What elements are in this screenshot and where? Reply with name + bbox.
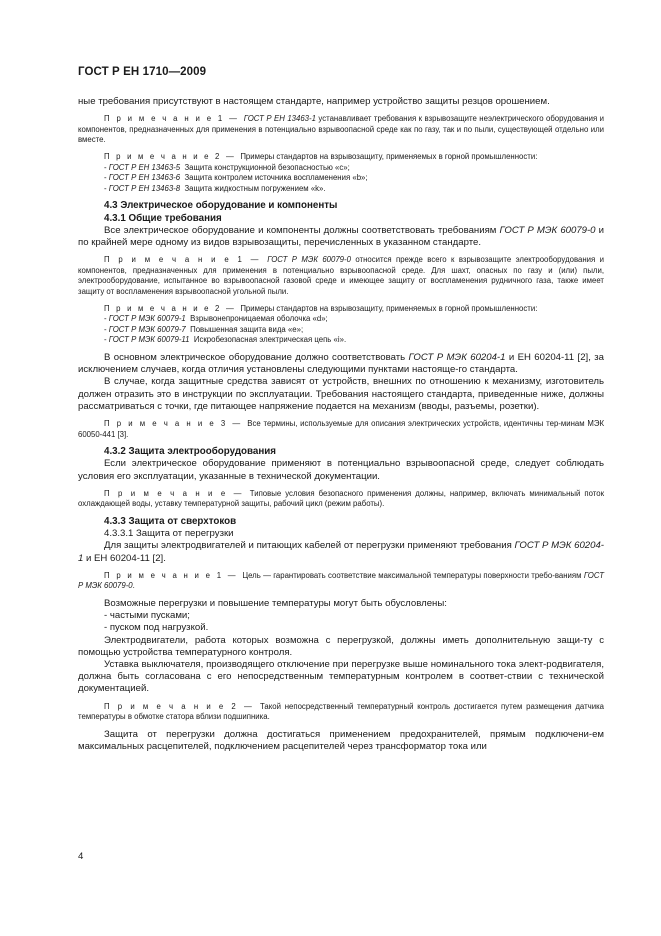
section-heading-4-3-1: 4.3.1 Общие требования <box>104 212 222 224</box>
paragraph-possible: Возможные перегрузки и повышение температуры могут быть обусловлены: <box>104 597 447 609</box>
list-item: - пуском под нагрузкой. <box>104 622 209 634</box>
paragraph-intro: ные требования присутствуют в настоящем стандарте, например устройство защиты резцов орошением. <box>78 96 550 107</box>
note-5: П р и м е ч а н и е 3 — Все термины, используемые для описания электрических устройств, идентичны тер-минам МЭК 60050-441 [3]. <box>78 418 604 439</box>
section-heading-4-3-2: 4.3.2 Защита электрооборудования <box>104 446 277 458</box>
paragraph-case: В случае, когда защитные средства зависят от устройств, внешних по отношению к механизму, изготовитель должен отразить это в инструкции по эксплуатации. Требования настоящего стандарта, приведенные ниже, должны рассматриваться с точки, где питающее напряжение подается на механизм (вводы, разъемы, розетки). <box>78 376 604 412</box>
note-4-block <box>78 304 604 346</box>
paragraph-motors: Электродвигатели, работа которых возможна с перегрузкой, должны иметь дополнительную защи-ту с помощью устройства температурного контроля. <box>78 634 604 658</box>
paragraph-4-3-2: Если электрическое оборудование применяют в потенциально взрывоопасной среде, следует соблюдать условия его эксплуатации, указанные в технической документации. <box>78 458 604 482</box>
list-item: - ГОСТ Р МЭК 60079-7 Повышенная защита вида «е»; <box>104 324 304 334</box>
page-number: 4 <box>78 851 84 862</box>
list-item: - ГОСТ Р ЕН 13463-6 Защита контролем источника воспламенения «b»; <box>104 173 368 183</box>
list-item: - ГОСТ Р ЕН 13463-5 Защита конструкционной безопасностью «с»; <box>104 162 350 172</box>
section-heading-4-3-3-1: 4.3.3.1 Защита от перегрузки <box>104 528 234 540</box>
section-heading-4-3-3: 4.3.3 Защита от сверхтоков <box>104 515 237 527</box>
note-3: П р и м е ч а н и е 1 — ГОСТ Р МЭК 60079-0 относится прежде всего к взрывозащите электрооборудования и компонентов, предназначенных для применения в потенциально взрывоопасной среде. Для шахт, опасных по газу и (или) пыли, электрооборудование, испытанное во взрывоопасной газовой среде и имеющее защиту от воспламенения рудничного газа, также имеет защиту от воспламенения взрывоопасной угольной пыли. <box>78 255 604 296</box>
note-8: П р и м е ч а н и е 2 — Такой непосредственный температурный контроль достигается путем размещения датчика температуры в обмотке статора вблизи подшипника. <box>78 701 604 722</box>
list-item: - ГОСТ Р ЕН 13463-8 Защита жидкостным погружением «k». <box>104 183 326 193</box>
list-item: - частыми пусками; <box>104 610 190 622</box>
page-header: ГОСТ Р ЕН 1710—2009 <box>78 66 207 78</box>
note-2: П р и м е ч а н и е 2 — Примеры стандартов на взрывозащиту, применяемых в горной промышленности: <box>104 151 538 161</box>
note-7: П р и м е ч а н и е 1 — Цель — гарантировать соответствие максимальной температуры поверхности требо-ваниям ГОСТ Р МЭК 60079-0. <box>78 570 604 591</box>
paragraph-main: В основном электрическое оборудование должно соответствовать ГОСТ Р МЭК 60204-1 и ЕН 60204-11 [2], за исключением случаев, когда отличия установлены следующими пунктами настояще-го стандарта. <box>78 351 604 376</box>
paragraph-4-3-1: Все электрическое оборудование и компоненты должны соответствовать требованиям ГОСТ Р МЭК 60079-0 и по крайней мере одному из видов взрывозащиты, перечисленных в указанном стандарте. <box>78 224 604 248</box>
list-item: - ГОСТ Р МЭК 60079-11 Искробезопасная электрическая цепь «i». <box>104 335 347 345</box>
note-2-block <box>78 152 604 194</box>
note-4: П р и м е ч а н и е 2 — Примеры стандартов на взрывозащиту, применяемых в горной промышленности: <box>104 303 538 313</box>
paragraph-last: Защита от перегрузки должна достигаться применением предохранителей, прямым подключени-ем максимальных расцепителей, подключением расцепителей через трансформатор тока или <box>78 728 604 752</box>
note-6: П р и м е ч а н и е — Типовые условия безопасного применения должны, например, включать минимальный поток охлаждающей воды, уставку температурной защиты, рабочий цикл (режим работы). <box>78 488 604 509</box>
paragraph-setting: Уставка выключателя, производящего отключение при перегрузке выше номинального тока элект-родвигателя, должна быть согласована с его непосредственным температурным контролем в соответ-ствии с технической документацией. <box>78 658 604 695</box>
note-1: П р и м е ч а н и е 1 — ГОСТ Р ЕН 13463-1 устанавливает требования к взрывозащите неэлектрического оборудования и компонентов, предназначенных для применения в потенциально взрывоопасной среде как по газу, так и по пыли, существующей отдельно или вместе. <box>78 114 604 145</box>
paragraph-4-3-3-1: Для защиты электродвигателей и питающих кабелей от перегрузки применяют требования ГОСТ Р МЭК 60204-1 и ЕН 60204-11 [2]. <box>78 540 605 564</box>
section-heading-4-3: 4.3 Электрическое оборудование и компоненты <box>104 200 338 212</box>
list-item: - ГОСТ Р МЭК 60079-1 Взрывонепроницаемая оболочка «d»; <box>104 314 328 324</box>
page-content <box>78 96 604 759</box>
